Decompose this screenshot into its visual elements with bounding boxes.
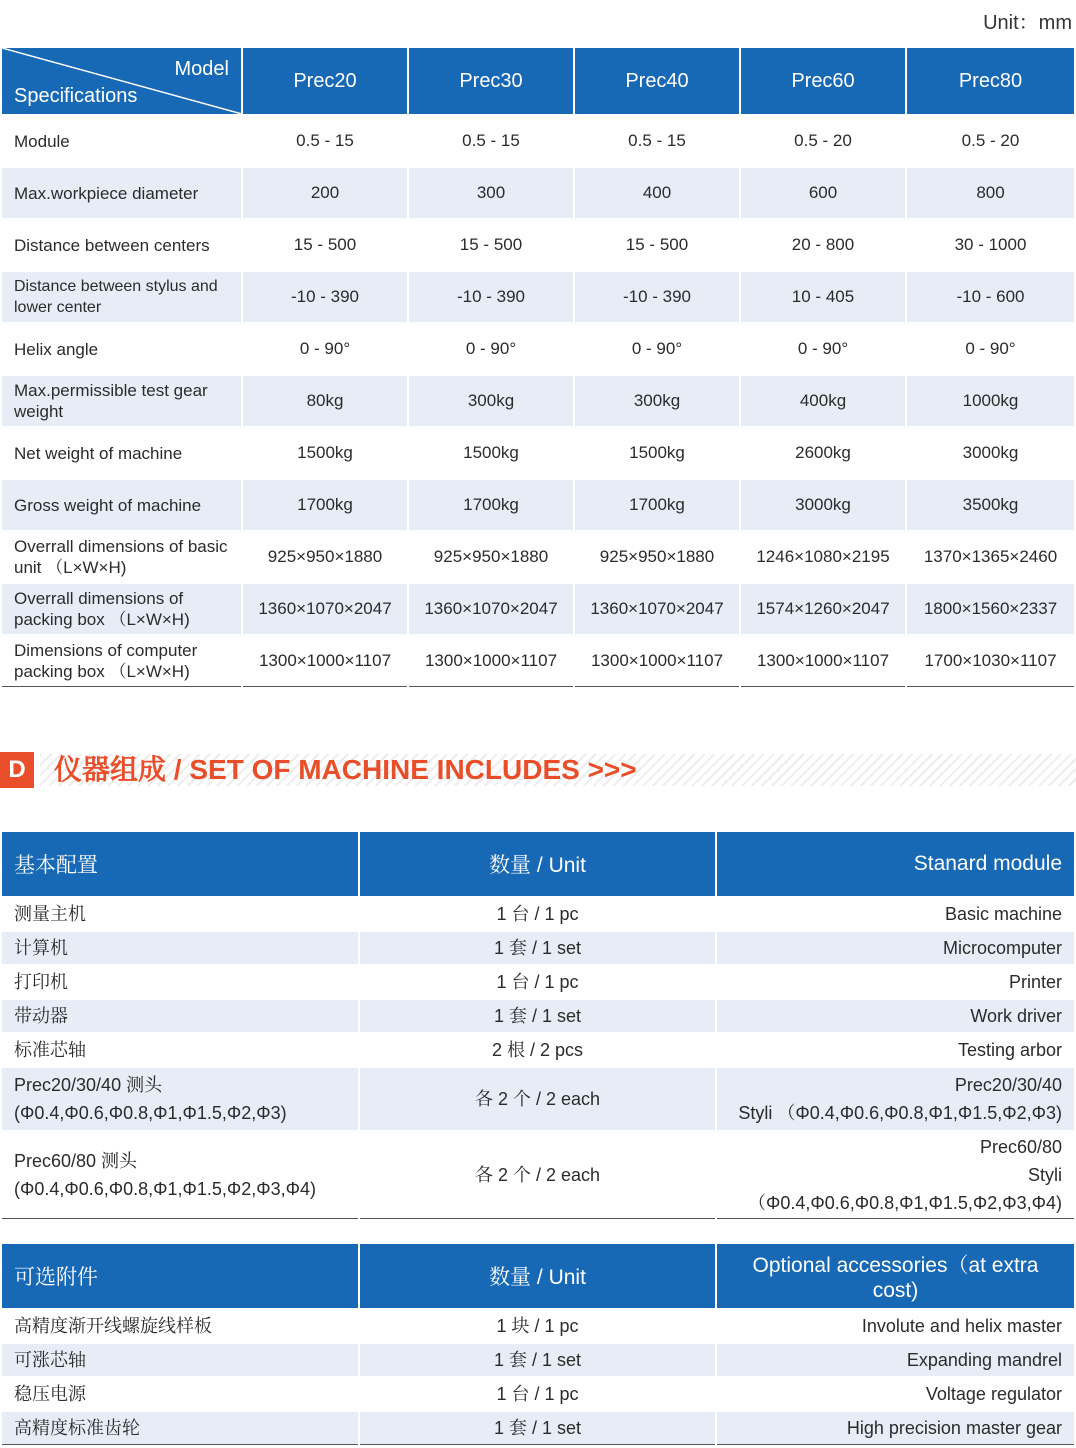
header-qty: 数量 / Unit <box>359 1244 716 1309</box>
item-cn: 高精度渐开线螺旋线样板 <box>2 1309 359 1343</box>
list-item <box>2 931 1074 965</box>
spec-value: 2600kg <box>740 427 906 479</box>
spec-value: 30 - 1000 <box>906 219 1074 271</box>
item-cn <box>2 1067 359 1131</box>
spec-row <box>2 479 1074 531</box>
spec-value: 300kg <box>408 375 574 427</box>
item-qty: 2 根 / 2 pcs <box>359 1033 716 1067</box>
item-cn: 可涨芯轴 <box>2 1343 359 1377</box>
spec-row <box>2 583 1074 635</box>
spec-value: 0 - 90° <box>740 323 906 375</box>
spec-row-label: Max.workpiece diameter <box>2 167 242 219</box>
item-qty: 1 套 / 1 set <box>359 931 716 965</box>
corner-spec-label: Specifications <box>14 85 138 107</box>
section-d-header <box>0 752 1076 790</box>
spec-value: 1360×1070×2047 <box>408 583 574 635</box>
spec-row-label: Gross weight of machine <box>2 479 242 531</box>
list-item <box>2 965 1074 999</box>
spec-row-label: Helix angle <box>2 323 242 375</box>
spec-row-label: Distance between centers <box>2 219 242 271</box>
spec-value: 0 - 90° <box>408 323 574 375</box>
item-en: Microcomputer <box>716 931 1074 965</box>
item-en-line2: Styli （Φ0.4,Φ0.6,Φ0.8,Φ1,Φ1.5,Φ2,Φ3,Φ4) <box>747 1165 1062 1213</box>
item-qty: 1 块 / 1 pc <box>359 1309 716 1343</box>
spec-row-label: Net weight of machine <box>2 427 242 479</box>
spec-value: 1500kg <box>242 427 408 479</box>
spec-value: 0 - 90° <box>574 323 740 375</box>
list-item <box>2 1411 1074 1445</box>
model-header: Prec20 <box>242 48 408 115</box>
spec-value: 0.5 - 20 <box>740 115 906 167</box>
spec-value: 15 - 500 <box>242 219 408 271</box>
spec-row <box>2 427 1074 479</box>
item-cn: 标准芯轴 <box>2 1033 359 1067</box>
list-item <box>2 1309 1074 1343</box>
spec-value: 1700kg <box>242 479 408 531</box>
spec-value: 0.5 - 15 <box>242 115 408 167</box>
spec-value: 0.5 - 15 <box>408 115 574 167</box>
section-badge: D <box>0 752 34 788</box>
item-qty: 各 2 个 / 2 each <box>359 1131 716 1219</box>
item-cn: 带动器 <box>2 999 359 1033</box>
spec-value: 600 <box>740 167 906 219</box>
standard-module-table <box>2 832 1074 1219</box>
item-cn: 测量主机 <box>2 897 359 931</box>
item-qty: 1 台 / 1 pc <box>359 965 716 999</box>
unit-label: Unit：mm <box>983 12 1072 34</box>
spec-value: 80kg <box>242 375 408 427</box>
list-item <box>2 1131 1074 1219</box>
spec-value: 0 - 90° <box>906 323 1074 375</box>
spec-row <box>2 219 1074 271</box>
list-item <box>2 999 1074 1033</box>
model-header: Prec60 <box>740 48 906 115</box>
spec-value: 400kg <box>740 375 906 427</box>
spec-value: 1246×1080×2195 <box>740 531 906 583</box>
spec-value: 300kg <box>574 375 740 427</box>
spec-value: 925×950×1880 <box>242 531 408 583</box>
spec-value: 800 <box>906 167 1074 219</box>
item-qty: 1 套 / 1 set <box>359 1411 716 1445</box>
spec-value: 200 <box>242 167 408 219</box>
spec-value: 15 - 500 <box>574 219 740 271</box>
item-cn: 稳压电源 <box>2 1377 359 1411</box>
section-title: 仪器组成 / SET OF MACHINE INCLUDES >>> <box>54 754 637 785</box>
spec-value: 1300×1000×1107 <box>740 635 906 687</box>
spec-value: 1700×1030×1107 <box>906 635 1074 687</box>
item-en <box>716 1067 1074 1131</box>
spec-value: -10 - 600 <box>906 271 1074 323</box>
item-en <box>716 1131 1074 1219</box>
spec-value: 1700kg <box>574 479 740 531</box>
item-qty: 1 套 / 1 set <box>359 999 716 1033</box>
spec-value: 1360×1070×2047 <box>574 583 740 635</box>
spec-row <box>2 635 1074 687</box>
item-cn <box>2 1131 359 1219</box>
corner-model-label: Model <box>174 58 229 80</box>
optional-header-row <box>2 1244 1074 1309</box>
list-item <box>2 1343 1074 1377</box>
spec-row <box>2 375 1074 427</box>
spec-row <box>2 531 1074 583</box>
spec-value: 3500kg <box>906 479 1074 531</box>
header-optional: 可选附件 <box>2 1244 359 1309</box>
spec-value: -10 - 390 <box>408 271 574 323</box>
spec-value: 1000kg <box>906 375 1074 427</box>
spec-row-label: Module <box>2 115 242 167</box>
item-cn: 计算机 <box>2 931 359 965</box>
model-header: Prec30 <box>408 48 574 115</box>
spec-value: 1800×1560×2337 <box>906 583 1074 635</box>
spec-row-label: Max.permissible test gear weight <box>2 375 242 427</box>
corner-header-cell <box>2 48 242 115</box>
item-en: Testing arbor <box>716 1033 1074 1067</box>
spec-value: 0 - 90° <box>242 323 408 375</box>
item-en: Involute and helix master <box>716 1309 1074 1343</box>
spec-row <box>2 271 1074 323</box>
spec-row-label: Distance between stylus and lower center <box>2 271 242 323</box>
spec-value: 925×950×1880 <box>408 531 574 583</box>
item-cn: 高精度标准齿轮 <box>2 1411 359 1445</box>
spec-value: 20 - 800 <box>740 219 906 271</box>
item-cn-line1: Prec20/30/40 测头 <box>14 1075 163 1095</box>
item-cn-line1: Prec60/80 测头 <box>14 1151 138 1171</box>
item-en: Basic machine <box>716 897 1074 931</box>
item-qty: 各 2 个 / 2 each <box>359 1067 716 1131</box>
item-en-line1: Prec20/30/40 <box>954 1075 1062 1095</box>
spec-value: 3000kg <box>906 427 1074 479</box>
optional-accessories-table <box>2 1244 1074 1445</box>
list-item <box>2 1377 1074 1411</box>
spec-header-row <box>2 48 1074 115</box>
spec-value: 300 <box>408 167 574 219</box>
list-item <box>2 1067 1074 1131</box>
spec-row-label: Overrall dimensions of basic unit （L×W×H) <box>2 531 242 583</box>
spec-value: 1500kg <box>408 427 574 479</box>
spec-value: 0.5 - 20 <box>906 115 1074 167</box>
spec-value: 1574×1260×2047 <box>740 583 906 635</box>
header-qty: 数量 / Unit <box>359 832 716 897</box>
model-header: Prec80 <box>906 48 1074 115</box>
spec-value: 925×950×1880 <box>574 531 740 583</box>
header-standard-module: Stanard module <box>716 832 1074 897</box>
item-en-line2: Styli （Φ0.4,Φ0.6,Φ0.8,Φ1,Φ1.5,Φ2,Φ3) <box>738 1103 1062 1123</box>
spec-row-label: Dimensions of computer packing box （L×W×H) <box>2 635 242 687</box>
item-en: Work driver <box>716 999 1074 1033</box>
spec-value: -10 - 390 <box>574 271 740 323</box>
model-header: Prec40 <box>574 48 740 115</box>
spec-row <box>2 115 1074 167</box>
spec-value: -10 - 390 <box>242 271 408 323</box>
item-en: High precision master gear <box>716 1411 1074 1445</box>
item-qty: 1 台 / 1 pc <box>359 1377 716 1411</box>
item-en-line1: Prec60/80 <box>979 1137 1062 1157</box>
item-qty: 1 台 / 1 pc <box>359 897 716 931</box>
specifications-table <box>2 48 1074 687</box>
spec-value: 1500kg <box>574 427 740 479</box>
spec-value: 1300×1000×1107 <box>408 635 574 687</box>
item-en: Printer <box>716 965 1074 999</box>
spec-value: 400 <box>574 167 740 219</box>
item-cn: 打印机 <box>2 965 359 999</box>
spec-row <box>2 167 1074 219</box>
spec-value: 1700kg <box>408 479 574 531</box>
spec-value: 1360×1070×2047 <box>242 583 408 635</box>
spec-value: 10 - 405 <box>740 271 906 323</box>
standard-header-row <box>2 832 1074 897</box>
spec-row-label: Overrall dimensions of packing box （L×W×H) <box>2 583 242 635</box>
list-item <box>2 897 1074 931</box>
spec-value: 3000kg <box>740 479 906 531</box>
item-cn-line2: (Φ0.4,Φ0.6,Φ0.8,Φ1,Φ1.5,Φ2,Φ3,Φ4) <box>14 1179 317 1199</box>
item-en: Voltage regulator <box>716 1377 1074 1411</box>
spec-value: 1300×1000×1107 <box>242 635 408 687</box>
spec-value: 1370×1365×2460 <box>906 531 1074 583</box>
item-en: Expanding mandrel <box>716 1343 1074 1377</box>
spec-value: 15 - 500 <box>408 219 574 271</box>
spec-row <box>2 323 1074 375</box>
list-item <box>2 1033 1074 1067</box>
item-cn-line2: (Φ0.4,Φ0.6,Φ0.8,Φ1,Φ1.5,Φ2,Φ3) <box>14 1103 287 1123</box>
spec-value: 0.5 - 15 <box>574 115 740 167</box>
item-qty: 1 套 / 1 set <box>359 1343 716 1377</box>
header-optional-accessories: Optional accessories（at extra cost) <box>716 1244 1074 1309</box>
spec-value: 1300×1000×1107 <box>574 635 740 687</box>
header-basic-config: 基本配置 <box>2 832 359 897</box>
